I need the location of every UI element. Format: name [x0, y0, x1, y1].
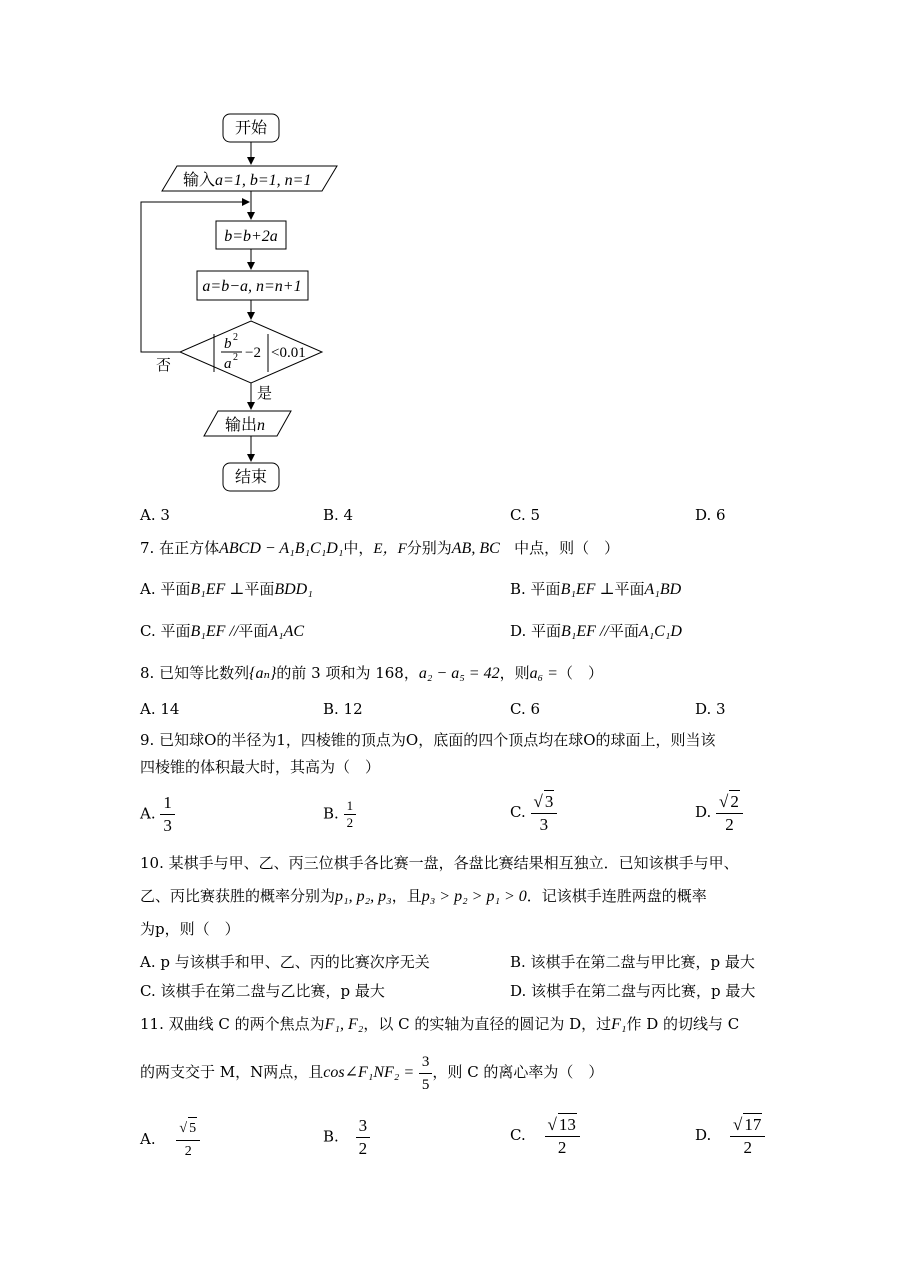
- q11-line2: 的两支交于 M，N两点，且cos∠F₁NF₂ = $\frac{3}{5}$ ，则 C 的离心率为（ ）: [140, 1050, 603, 1096]
- q11-line1: 11. 双曲线 C 的两个焦点为F₁, F₂，以 C 的实轴为直径的圆记为 D，过F₁作 D 的切线与 C: [140, 1015, 740, 1033]
- q10-option-a[interactable]: A. p 与该棋手和甲、乙、丙的比赛次序无关: [140, 953, 430, 971]
- q7-option-b[interactable]: B. 平面B₁EF ⊥平面A₁BD: [510, 580, 682, 598]
- cond-cmp: <0.01: [271, 345, 306, 361]
- svg-text:2: 2: [233, 332, 238, 343]
- output-var: n: [257, 417, 266, 434]
- q8-option-c[interactable]: C. 6: [510, 700, 541, 718]
- q6-option-b[interactable]: B. 4: [323, 506, 354, 524]
- q7-option-c[interactable]: C. 平面B₁EF //平面A₁AC: [140, 622, 305, 640]
- q11-option-c[interactable]: C. $\frac{√ 13}{2}$: [510, 1113, 580, 1159]
- q11-option-d[interactable]: D. $\frac{√ 17}{2}$: [695, 1113, 765, 1159]
- start-label: 开始: [234, 120, 268, 137]
- q6-option-d[interactable]: D. 6: [695, 506, 726, 524]
- step1-label: b=b+2a: [224, 228, 278, 245]
- q10-line2: 乙、丙比赛获胜的概率分别为p₁, p₂, p₃，且p₃ > p₂ > p₁ > 0．记该棋手连胜两盘的概率: [140, 887, 707, 905]
- q6-option-c[interactable]: C. 5: [510, 506, 541, 524]
- cond-rest: −2: [245, 345, 261, 361]
- q10-line1: 10. 某棋手与甲、乙、丙三位棋手各比赛一盘，各盘比赛结果相互独立．已知该棋手与甲、: [140, 854, 739, 872]
- input-label: 输入: [183, 172, 216, 189]
- no-label: 否: [156, 358, 172, 374]
- svg-text:输出n: [225, 416, 265, 434]
- q9-option-b[interactable]: B. $\frac{1}{2}$: [323, 798, 356, 831]
- q9-option-d[interactable]: D. $\frac{√ 2}{2}$: [695, 790, 743, 836]
- end-label: 结束: [234, 469, 268, 486]
- input-expr: a=1, b=1, n=1: [215, 172, 312, 189]
- q11-option-a[interactable]: A. $\frac{√ 5}{2}$: [140, 1117, 200, 1163]
- q7-option-d[interactable]: D. 平面B₁EF //平面A₁C₁D: [510, 622, 682, 640]
- q7-option-a[interactable]: A. 平面B₁EF ⊥平面BDD₁: [140, 580, 313, 598]
- q8-option-d[interactable]: D. 3: [695, 700, 726, 718]
- q9-line2: 四棱锥的体积最大时，其高为（ ）: [140, 758, 381, 776]
- q9-option-a[interactable]: A. $\frac{1}{3}$: [140, 792, 175, 837]
- q11-option-b[interactable]: B. $\frac{3}{2}$: [323, 1115, 370, 1160]
- q9-line1: 9. 已知球O的半径为1，四棱锥的顶点为O，底面的四个顶点均在球O的球面上，则当该: [140, 731, 716, 749]
- q8-stem: 8. 已知等比数列{aₙ}的前 3 项和为 168，a₂ − a₅ = 42，则a₆ =（ ）: [140, 664, 603, 682]
- q10-option-b[interactable]: B. 该棋手在第二盘与甲比赛，p 最大: [510, 953, 755, 971]
- yes-label: 是: [257, 386, 273, 402]
- flowchart: [0, 0, 909, 500]
- q6-option-a[interactable]: A. 3: [140, 506, 170, 524]
- output-label: 输出: [225, 417, 258, 434]
- q8-option-b[interactable]: B. 12: [323, 700, 363, 718]
- q10-line3: 为p，则（ ）: [140, 920, 240, 938]
- step2-label: a=b−a, n=n+1: [202, 278, 302, 295]
- q8-option-a[interactable]: A. 14: [140, 700, 180, 718]
- cond-den: a: [224, 356, 232, 372]
- q9-option-c[interactable]: C. $\frac{√ 3}{3}$: [510, 790, 557, 836]
- q10-option-d[interactable]: D. 该棋手在第二盘与丙比赛，p 最大: [510, 982, 756, 1000]
- q10-option-c[interactable]: C. 该棋手在第二盘与乙比赛，p 最大: [140, 982, 385, 1000]
- svg-text:输入a=1, b=1, n=1: [183, 171, 311, 189]
- q7-stem: 7. 在正方体ABCD − A₁B₁C₁D₁中，E，F分别为AB, BC 中点，则（ ）: [140, 539, 620, 557]
- cond-num: b: [224, 336, 232, 352]
- svg-text:2: 2: [233, 352, 238, 363]
